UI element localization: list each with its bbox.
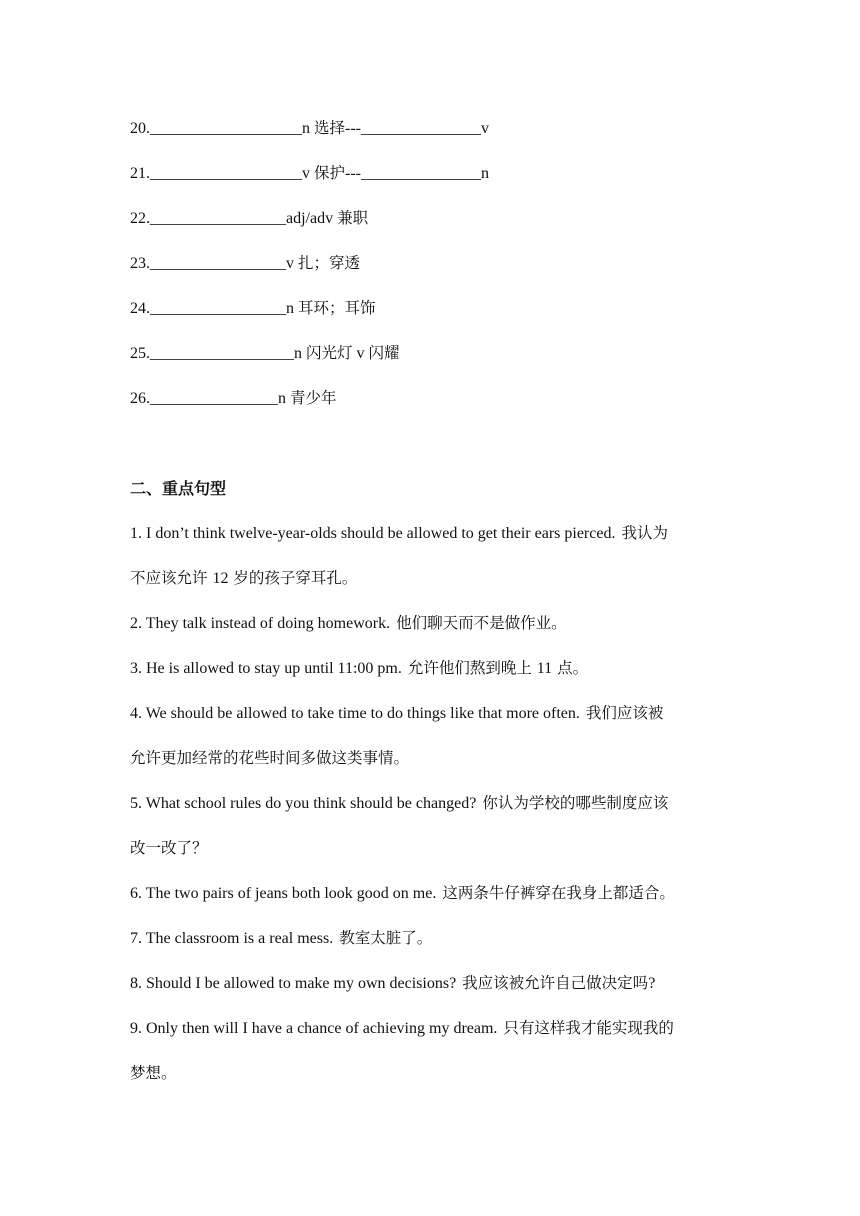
vocab-item-25 [130, 343, 400, 364]
sentence-1 [130, 523, 668, 544]
sentence-english: 6. The two pairs of jeans both look good on me. [130, 885, 437, 902]
sentence-chinese: 只有这样我才能实现我的 [503, 1019, 674, 1037]
part-of-speech: v [286, 255, 298, 272]
part-of-speech: adj/adv [286, 210, 338, 227]
sentence-9 [130, 1018, 674, 1039]
item-number: 20. [130, 120, 150, 137]
chinese-meaning: 保护 [314, 164, 346, 182]
answer-blank-2[interactable]: _______________ [361, 165, 481, 182]
chinese-meaning: 扎；穿透 [298, 254, 361, 272]
item-number: 26. [130, 390, 150, 407]
sentence-chinese: 教室太脏了。 [339, 929, 433, 947]
sentence-chinese: 点。 [552, 659, 589, 677]
sentence-english: 8. Should I be allowed to make my own decisions? [130, 975, 457, 992]
chinese-meaning: 耳环；耳饰 [298, 299, 376, 317]
sentence-chinese: 他们聊天而不是做作业。 [396, 614, 567, 632]
answer-blank[interactable]: ___________________ [150, 165, 302, 182]
section-heading: 二、重点句型 [130, 479, 227, 498]
part-of-speech: n [278, 390, 290, 407]
item-number: 23. [130, 255, 150, 272]
chinese-meaning-2: 闪耀 [368, 344, 400, 362]
sentence-3 [130, 658, 588, 679]
answer-blank-2[interactable]: _______________ [361, 120, 481, 137]
sentence-number: 12 [212, 570, 229, 587]
sentence-chinese: 你认为学校的哪些制度应该 [482, 794, 669, 812]
question-mark: ? [648, 975, 656, 992]
answer-blank[interactable]: ___________________ [150, 120, 302, 137]
sentence-number: 11 [536, 660, 553, 677]
sentence-4 [130, 703, 663, 724]
sentence-chinese: 不应该允许 [130, 569, 213, 587]
sentence-chinese: 梦想。 [130, 1064, 177, 1082]
separator: --- [345, 120, 361, 137]
answer-blank[interactable]: _________________ [150, 300, 286, 317]
separator: --- [345, 165, 361, 182]
vocab-item-23 [130, 253, 360, 274]
part-of-speech: n [302, 120, 314, 137]
sentence-4-continued [130, 748, 409, 769]
part-of-speech-2: v [481, 120, 489, 137]
sentence-chinese: 我认为 [621, 524, 668, 542]
sentence-english: 2. They talk instead of doing homework. [130, 615, 391, 632]
item-number: 21. [130, 165, 150, 182]
sentence-chinese: 岁的孩子穿耳孔。 [228, 569, 358, 587]
sentence-chinese: 允许更加经常的花些时间多做这类事情。 [130, 749, 410, 767]
sentence-chinese: 我们应该被 [585, 704, 664, 722]
vocab-item-26 [130, 388, 337, 409]
part-of-speech: n [294, 345, 306, 362]
sentence-2 [130, 613, 567, 634]
answer-blank[interactable]: ________________ [150, 390, 278, 407]
sentence-9-continued [130, 1063, 177, 1084]
sentence-chinese: 这两条牛仔裤穿在我身上都适合。 [442, 884, 675, 902]
vocab-item-24 [130, 298, 376, 319]
sentence-5-continued [130, 838, 208, 859]
sentence-6 [130, 883, 675, 904]
chinese-meaning: 选择 [314, 119, 346, 137]
item-number: 22. [130, 210, 150, 227]
sentence-chinese: 允许他们熬到晚上 [407, 659, 537, 677]
chinese-meaning: 闪光灯 [306, 344, 353, 362]
sentence-5 [130, 793, 668, 814]
sentence-english: 9. Only then will I have a chance of achieving my dream. [130, 1020, 498, 1037]
vocab-item-20 [130, 118, 489, 139]
chinese-meaning: 兼职 [337, 209, 369, 227]
vocab-item-22 [130, 208, 368, 229]
vocab-item-21 [130, 163, 489, 184]
part-of-speech-2: n [481, 165, 489, 182]
sentence-8 [130, 973, 655, 994]
sentence-chinese: 我应该被允许自己做决定吗 [462, 974, 649, 992]
sentence-english: 1. I don’t think twelve-year-olds should be allowed to get their ears pierced. [130, 525, 616, 542]
sentence-7 [130, 928, 432, 949]
chinese-meaning: 青少年 [290, 389, 337, 407]
answer-blank[interactable]: _________________ [150, 210, 286, 227]
answer-blank[interactable]: _________________ [150, 255, 286, 272]
sentence-english: 4. We should be allowed to take time to do things like that more often. [130, 705, 580, 722]
sentence-chinese: 改一改了？ [130, 839, 208, 857]
sentence-english: 5. What school rules do you think should be changed? [130, 795, 477, 812]
item-number: 24. [130, 300, 150, 317]
answer-blank[interactable]: __________________ [150, 345, 294, 362]
part-of-speech-2: v [352, 345, 369, 362]
part-of-speech: n [286, 300, 298, 317]
sentence-english: 7. The classroom is a real mess. [130, 930, 334, 947]
sentence-1-continued [130, 568, 357, 589]
part-of-speech: v [302, 165, 314, 182]
sentence-english: 3. He is allowed to stay up until 11:00 pm. [130, 660, 402, 677]
item-number: 25. [130, 345, 150, 362]
